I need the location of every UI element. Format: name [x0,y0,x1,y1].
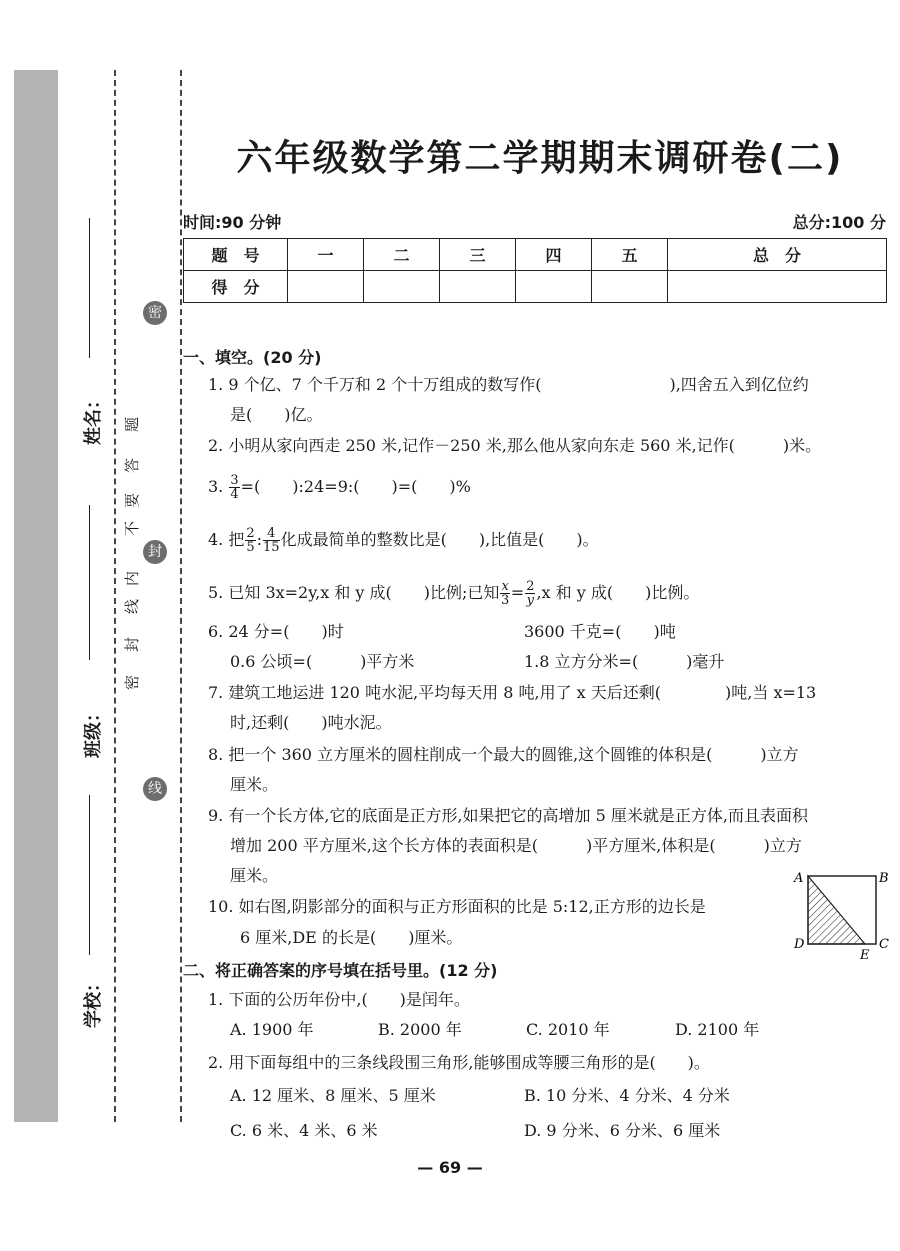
q5-equals: = [510,583,525,602]
s2-q1-option-c[interactable]: C. 2010 年 [526,1020,610,1039]
q4-prefix: 4. 把 [208,530,245,549]
s2-q1-option-b[interactable]: B. 2000 年 [378,1020,462,1039]
q5-fraction-2 [525,580,535,607]
q6-line-a2: 3600 千克=( )吨 [524,622,676,641]
section2-heading: 二、将正确答案的序号填在括号里。(12 分) [183,961,498,980]
square-figure [790,866,890,962]
table-cell: 四 [516,239,592,271]
warning-char: 不 [123,520,142,537]
q1-line-a: 1. 9 个亿、7 个千万和 2 个十万组成的数写作( ),四舍五入到亿位约 [208,375,809,394]
table-cell: 得 分 [184,271,288,303]
q5-rest: ,x 和 y 成( )比例。 [536,583,700,602]
seal-feng: 封 [143,540,167,564]
label-d: D [794,937,805,952]
score-input-cell[interactable] [668,271,887,303]
table-cell: 五 [592,239,668,271]
time-limit: 时间:90 分钟 [183,213,282,232]
q4-num-1: 2 [246,526,255,541]
class-label: 班级： [83,704,104,758]
s2-q2-option-b[interactable]: B. 10 分米、4 分米、4 分米 [524,1086,730,1105]
q10-line-a: 10. 如右图,阴影部分的面积与正方形面积的比是 5:12,正方形的边长是 [208,897,706,916]
dashed-cut-line-inner [180,70,182,1122]
q4-fraction-2 [263,527,280,554]
page-number: — 69 — [417,1158,483,1177]
q4-fraction-1 [245,527,255,554]
q10-line-b: 6 厘米,DE 的长是( )厘米。 [240,928,463,947]
q7-line-b: 时,还剩( )吨水泥。 [230,713,392,732]
q5-num-2: 2 [526,579,535,594]
name-label: 姓名： [83,391,104,445]
label-e: E [860,948,870,962]
warning-char: 内 [123,570,142,587]
q5-prefix: 5. 已知 3x=2y,x 和 y 成( )比例;已知 [208,583,500,602]
school-label: 学校： [83,974,104,1028]
seal-mi: 密 [143,301,167,325]
s2-q1-option-d[interactable]: D. 2100 年 [675,1020,760,1039]
q6-line-a1: 6. 24 分=( )时 [208,622,344,641]
q5-fraction-1 [500,580,509,607]
table-cell: 总 分 [668,239,887,271]
q4-line [208,527,599,554]
q5-den-2: y [526,593,534,608]
q5-line [208,580,699,607]
warning-char: 线 [123,598,142,615]
table-cell: 题 号 [184,239,288,271]
q4-num-2: 4 [263,527,280,541]
q7-line-a: 7. 建筑工地运进 120 吨水泥,平均每天用 8 吨,用了 x 天后还剩( )吨,当 x=13 [208,683,817,702]
warning-char: 封 [123,636,142,653]
q8-line-b: 厘米。 [230,775,279,794]
table-cell: 一 [288,239,364,271]
s2-q2-option-a[interactable]: A. 12 厘米、8 厘米、5 厘米 [230,1086,436,1105]
q4-den-2: 15 [263,540,280,555]
q3-num: 3 [230,473,239,488]
label-a: A [794,871,804,886]
score-input-cell[interactable] [440,271,516,303]
q9-line-a: 9. 有一个长方体,它的底面是正方形,如果把它的高增加 5 厘米就是正方体,而且表面积 [208,806,808,825]
s2-q2-option-d[interactable]: D. 9 分米、6 分米、6 厘米 [524,1121,721,1140]
seal-xian: 线 [143,777,167,801]
score-input-cell[interactable] [288,271,364,303]
table-row [184,239,887,271]
table-cell: 三 [440,239,516,271]
warning-char: 密 [123,674,142,691]
label-c: C [879,937,889,952]
q4-colon: : [256,530,263,549]
q4-den-1: 5 [246,540,255,555]
q9-line-c: 厘米。 [230,866,279,885]
class-blank-line [89,505,90,660]
score-input-cell[interactable] [364,271,440,303]
table-cell: 二 [364,239,440,271]
warning-char: 答 [123,457,142,474]
school-blank-line [89,795,90,955]
q6-line-b2: 1.8 立方分米=( )毫升 [524,652,725,671]
q9-line-b: 增加 200 平方厘米,这个长方体的表面积是( )平方厘米,体积是( )立方 [230,836,802,855]
q2-line: 2. 小明从家向西走 250 米,记作－250 米,那么他从家向东走 560 米,记作( )米。 [208,436,822,455]
page-title: 六年级数学第二学期期末调研卷(二) [236,138,844,179]
q5-den-1: 3 [500,593,510,608]
score-input-cell[interactable] [592,271,668,303]
total-score: 总分:100 分 [792,213,886,232]
q4-rest: 化成最简单的整数比是( ),比值是( )。 [280,530,599,549]
table-row [184,271,887,303]
q3-den: 4 [230,487,239,502]
warning-char: 要 [123,492,142,509]
s2-q2-option-c[interactable]: C. 6 米、4 米、6 米 [230,1121,378,1140]
score-table [183,238,887,303]
q3-line [208,474,471,501]
s2-q2-line: 2. 用下面每组中的三条线段围三角形,能够围成等腰三角形的是( )。 [208,1053,710,1072]
s2-q1-option-a[interactable]: A. 1900 年 [230,1020,314,1039]
q8-line-a: 8. 把一个 360 立方厘米的圆柱削成一个最大的圆锥,这个圆锥的体积是( )立方 [208,745,799,764]
label-b: B [879,871,889,886]
q3-prefix: 3. [208,477,224,496]
q1-line-b: 是( )亿。 [230,405,323,424]
name-blank-line [89,218,90,358]
score-input-cell[interactable] [516,271,592,303]
binding-strip [14,70,58,1122]
q6-line-b1: 0.6 公顷=( )平方米 [230,652,415,671]
q3-fraction [229,474,239,501]
q5-num-1: x [501,579,509,594]
s2-q1-line: 1. 下面的公历年份中,( )是闰年。 [208,990,470,1009]
dashed-cut-line-outer [114,70,116,1122]
warning-char: 题 [123,416,142,433]
section1-heading: 一、填空。(20 分) [183,348,322,367]
q3-rest: =( ):24=9:( )=( )% [240,477,471,496]
